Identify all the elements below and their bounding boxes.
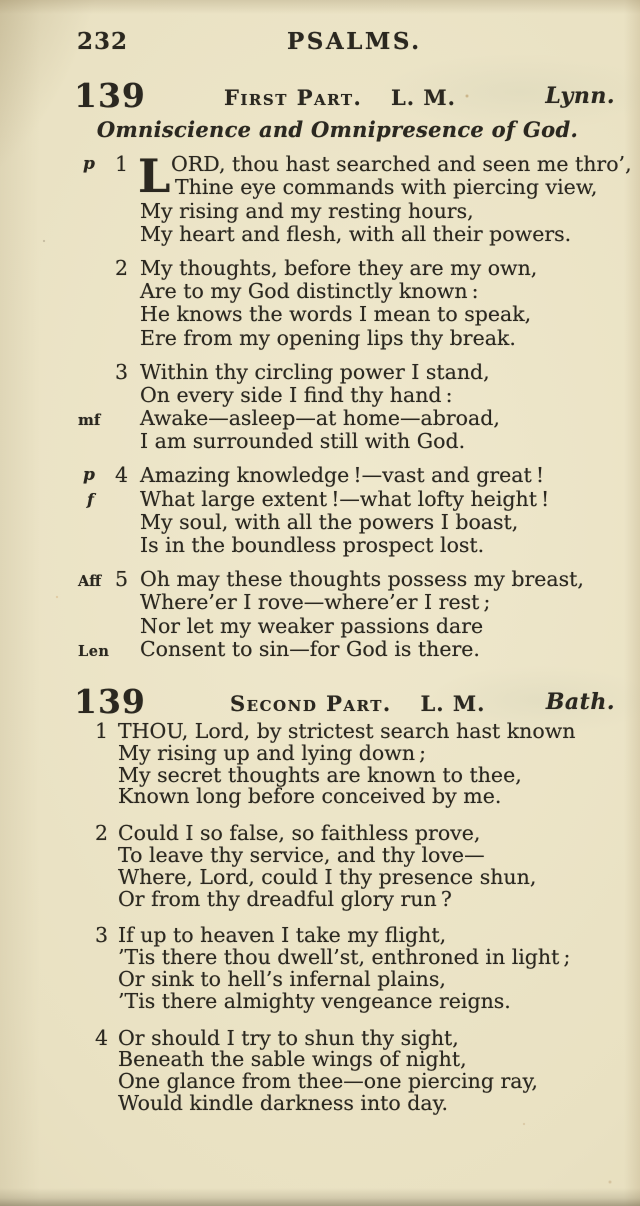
stanza-number: 4 <box>95 1025 109 1050</box>
verse-text: Within thy circling power I stand, <box>140 359 490 384</box>
stanza-number: 3 <box>95 923 109 948</box>
hymn1-stanzas <box>78 149 632 672</box>
verse-line <box>118 886 575 911</box>
expression-mark-lento: Len <box>78 642 110 660</box>
verse-line <box>118 988 575 1013</box>
verse-text: Is in the boundless prospect lost. <box>140 533 485 557</box>
stanza-3 <box>78 359 632 454</box>
verse-text: Oh may these thoughts possess my breast, <box>140 567 584 591</box>
verse-line <box>118 762 575 787</box>
hymn2-header <box>0 682 640 724</box>
stanza-1 <box>95 719 576 809</box>
hymn1-header <box>0 76 640 118</box>
page-number: 232 <box>77 28 129 55</box>
stanza-number: 5 <box>115 567 129 591</box>
verse-line <box>118 842 575 867</box>
verse-text: My soul, with all the powers I boast, <box>140 509 519 534</box>
verse-text: If up to heaven I take my flight, <box>118 923 447 948</box>
verse-line <box>78 567 632 591</box>
verse-text: Where, Lord, could I thy presence shun, <box>118 864 537 889</box>
hymn2-stanzas <box>95 719 576 1130</box>
hymn1-subtitle: Omniscience and Omnipresence of God. <box>96 117 579 142</box>
stanza-5 <box>78 567 632 661</box>
verse-line <box>140 303 632 326</box>
verse-line <box>140 615 632 638</box>
verse-text: Or sink to hell’s infernal plains, <box>118 966 446 991</box>
stanza-number: 4 <box>115 463 129 488</box>
hymn1-number: 139 <box>74 76 146 115</box>
verse-line <box>78 636 632 661</box>
hymn1-tune-name: Lynn. <box>545 83 615 109</box>
expression-mark-piano: p <box>83 465 95 486</box>
verse-text: To leave thy service, and thy love— <box>118 842 485 867</box>
verse-line <box>140 176 632 199</box>
stanza-number: 3 <box>115 359 129 384</box>
verse-text: ’Tis there thou dwell’st, enthroned in light ; <box>118 945 571 970</box>
verse-line <box>95 1025 575 1050</box>
expression-mark-piano: p <box>83 154 95 174</box>
stanza-2 <box>95 821 575 911</box>
verse-text: Nor let my weaker passions dare <box>140 613 484 638</box>
stanza-1 <box>83 149 632 246</box>
hymn2-number: 139 <box>74 682 146 721</box>
verse-line <box>140 511 632 534</box>
verse-line <box>115 255 632 280</box>
hymn2-meter: L. M. <box>420 691 486 716</box>
verse-text: Are to my God distinctly known : <box>140 279 479 303</box>
verse-text: Awake—asleep—at home—abroad, <box>140 406 500 430</box>
verse-text: My thoughts, before they are my own, <box>140 255 538 280</box>
verse-text: I am surrounded still with God. <box>140 429 466 454</box>
running-head: PSALMS. <box>287 28 422 55</box>
stanza-number: 2 <box>115 255 129 280</box>
verse-text: On every side I find thy hand : <box>140 382 453 407</box>
verse-text: Where’er I rove—where’er I rest ; <box>140 590 491 615</box>
verse-line <box>140 591 632 614</box>
verse-text: What large extent !—what lofty height ! <box>140 486 550 511</box>
verse-text: Could I so false, so faithless prove, <box>118 821 481 846</box>
verse-line <box>140 384 632 407</box>
expression-mark-mezzoforte: mf <box>78 411 101 429</box>
verse-line <box>118 1090 575 1115</box>
verse-text: Known long before conceived by me. <box>118 784 502 809</box>
hymn1-part-label: First Part. <box>224 85 363 110</box>
hymn1-meter: L. M. <box>391 85 456 110</box>
verse-text: Or from thy dreadful glory run ? <box>118 886 452 911</box>
expression-mark-forte: f <box>87 489 94 509</box>
verse-text: ’Tis there almighty vengeance reigns. <box>118 988 511 1013</box>
verse-text: Consent to sin—for God is there. <box>140 636 480 661</box>
verse-line <box>87 486 632 511</box>
verse-text: Or should I try to shun thy sight, <box>118 1025 459 1050</box>
stanza-4 <box>83 463 632 557</box>
stanza-number: 1 <box>115 152 129 176</box>
verse-text: Ere from my opening lips thy break. <box>140 325 516 350</box>
verse-text: Beneath the sable wings of night, <box>118 1047 467 1072</box>
stanza-number: 2 <box>95 821 109 846</box>
stanza-2 <box>115 255 632 350</box>
verse-line <box>83 152 632 176</box>
verse-line <box>118 864 575 889</box>
verse-line <box>140 534 632 557</box>
stanza-3 <box>95 923 575 1013</box>
verse-line <box>95 821 575 846</box>
verse-text: Thine eye commands with piercing view, <box>175 175 598 200</box>
hymn1-part-meter <box>224 85 456 110</box>
verse-line <box>118 966 575 991</box>
verse-line <box>118 947 575 969</box>
stanza-number: 1 <box>95 719 109 743</box>
verse-line <box>140 280 632 303</box>
verse-line <box>78 406 632 430</box>
hymn2-part-meter <box>230 691 485 716</box>
verse-text: Would kindle darkness into day. <box>118 1090 448 1115</box>
verse-line <box>140 200 632 223</box>
verse-text: My rising and my resting hours, <box>140 198 474 223</box>
verse-text: One glance from thee—one piercing ray, <box>118 1069 538 1094</box>
verse-text: My secret thoughts are known to thee, <box>118 762 522 787</box>
verse-text: My rising up and lying down ; <box>118 740 427 765</box>
verse-text: THOU, Lord, by strictest search hast known <box>118 719 576 743</box>
hymn2-part-label: Second Part. <box>230 691 392 716</box>
running-head-row <box>0 28 640 58</box>
verse-line <box>95 923 575 948</box>
verse-line <box>140 327 632 350</box>
verse-line <box>140 430 632 453</box>
verse-text: ORD, thou hast searched and seen me thro’, <box>171 152 632 176</box>
verse-text: Amazing knowledge !—vast and great ! <box>140 463 545 488</box>
verse-line <box>118 786 575 808</box>
verse-text: He knows the words I mean to speak, <box>140 302 532 327</box>
verse-line <box>140 223 632 246</box>
expression-mark-affettuoso: Aff <box>78 573 102 590</box>
verse-line <box>118 1071 575 1093</box>
stanza-4 <box>95 1025 575 1115</box>
verse-text: My heart and flesh, with all their powers. <box>140 221 572 246</box>
verse-line <box>115 359 632 384</box>
verse-line <box>95 719 576 743</box>
verse-line <box>83 463 632 488</box>
drop-cap-initial: L <box>138 149 171 203</box>
verse-line <box>118 740 575 765</box>
hymn2-tune-name: Bath. <box>545 689 615 715</box>
verse-line <box>118 1049 575 1071</box>
